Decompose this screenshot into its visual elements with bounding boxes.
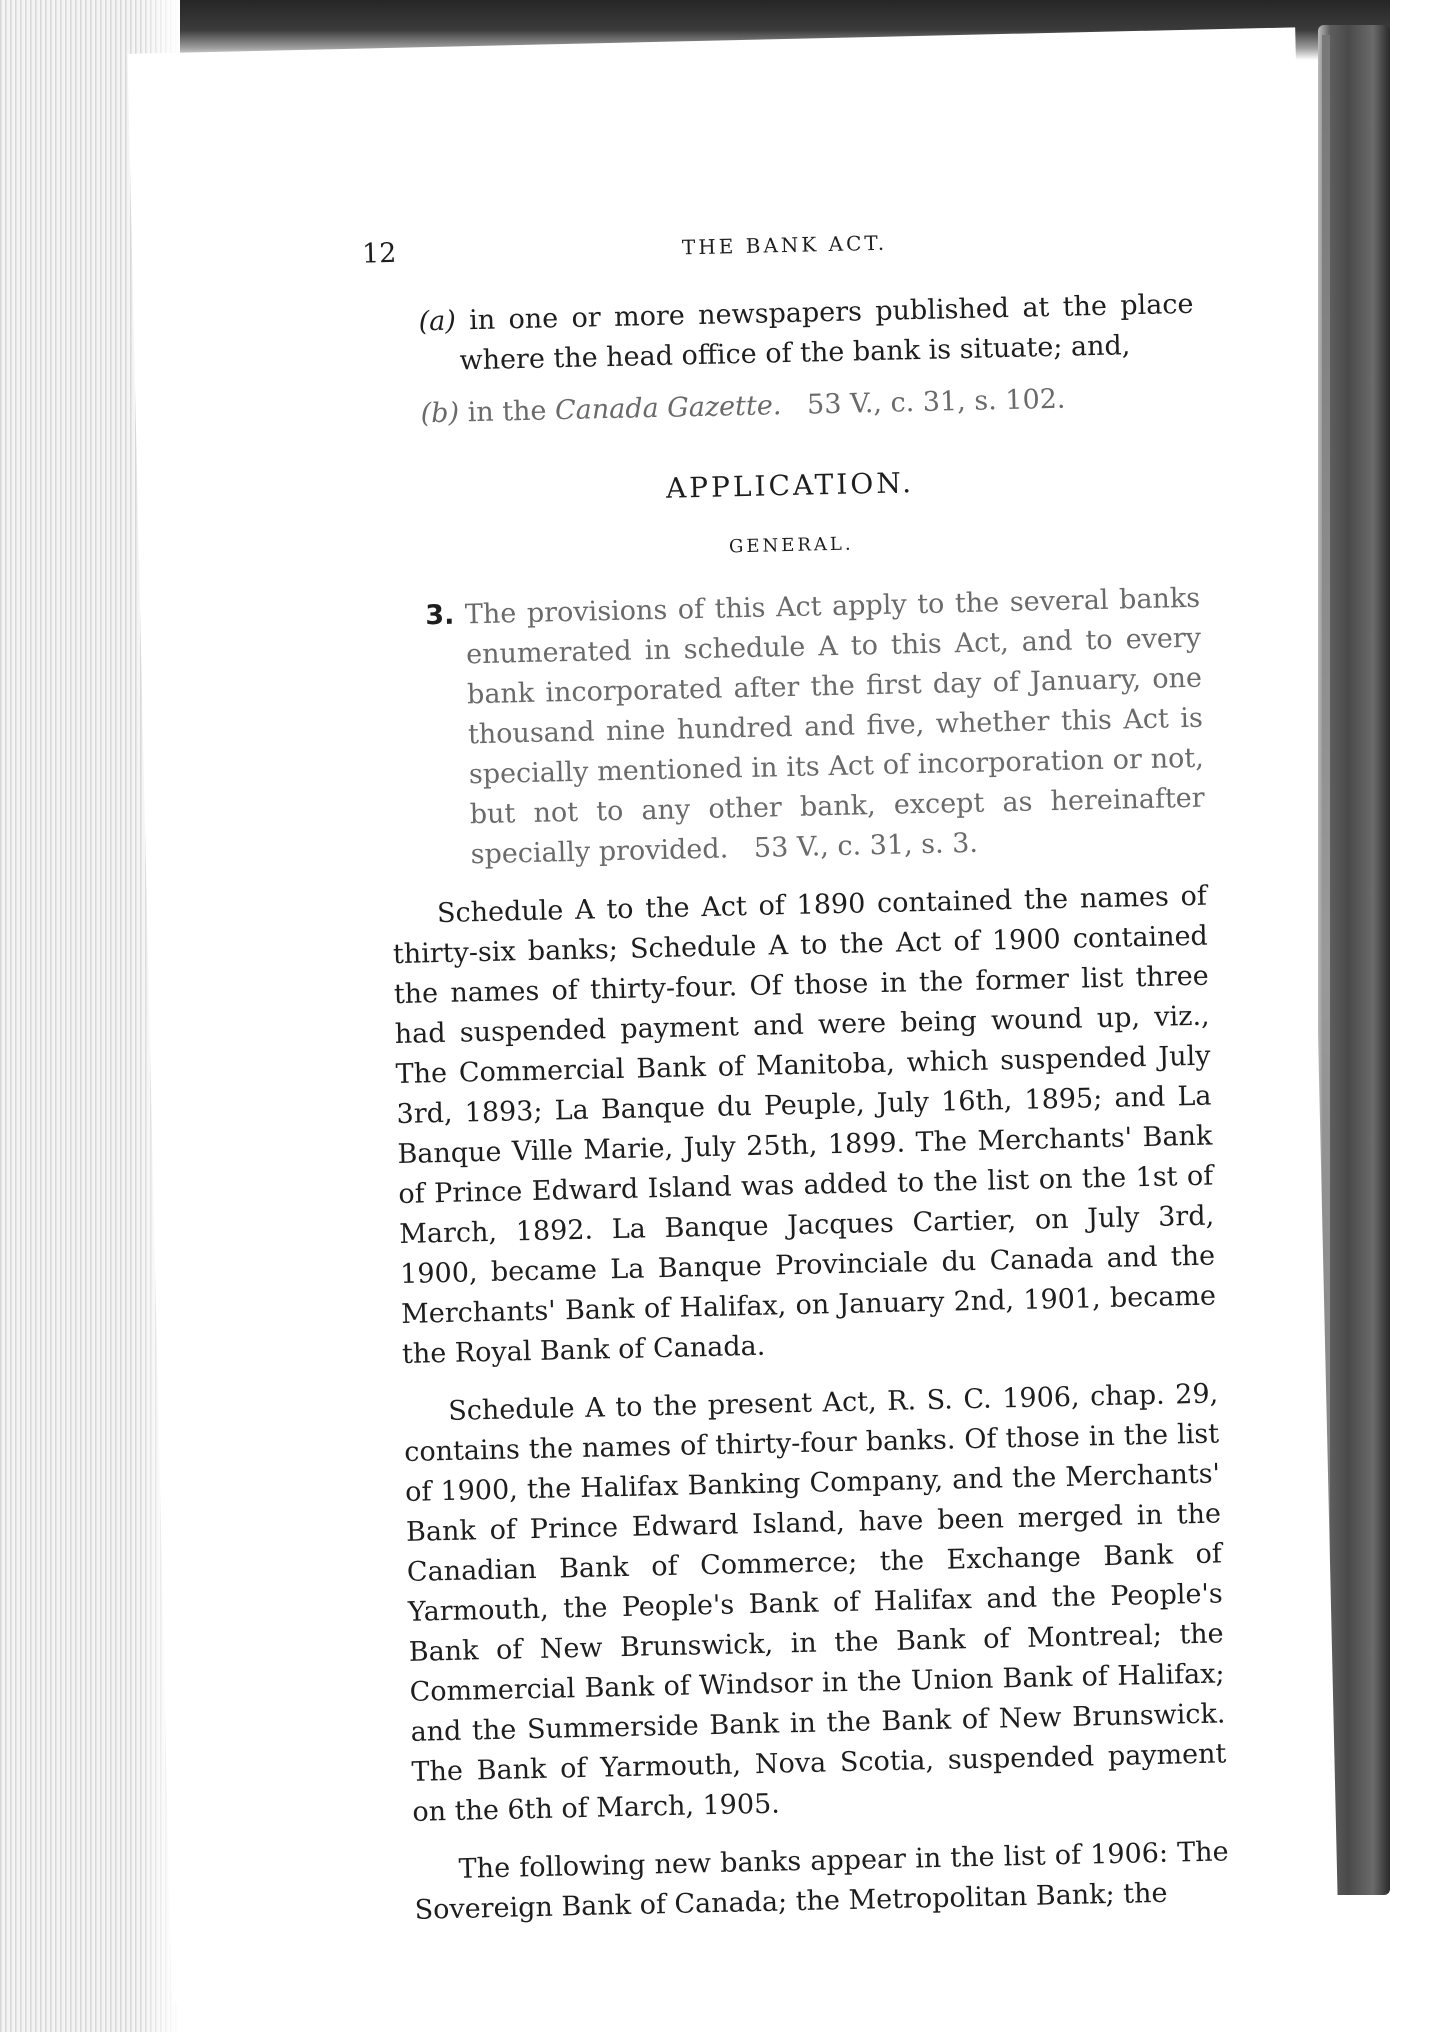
clause-b-prefix: in the xyxy=(467,395,547,429)
running-title: THE BANK ACT. xyxy=(681,230,888,260)
section-3 xyxy=(385,579,1206,877)
clause-a xyxy=(378,285,1195,383)
paragraph-2: Schedule A to the present Act, R. S. C. 1906, chap. 29, contains the names of thirty-four banks. Of those in the list of 1900, the Halifax Banking Company, and the Merchants' Bank of Prince Edward Island, have been merged in the Canadian Bank of Commerce; the Exchange Bank of Yarmouth, the People's Bank of Halifax and the People's Bank of New Brunswick, in the Bank of Montreal; the Commercial Bank of Windsor in the Union Bank of Halifax; and the Summerside Bank in the Bank of New Brunswick. The Bank of Yarmouth, Nova Scotia, suspended payment on the 6th of March, 1905. xyxy=(403,1378,1227,1828)
clause-b xyxy=(380,377,1196,435)
text-block xyxy=(378,285,1230,1949)
book-page xyxy=(127,27,1339,2003)
section-number: 3. xyxy=(424,599,455,632)
clause-b-gazette: Canada Gazette. xyxy=(554,390,782,427)
page-number: 12 xyxy=(361,237,397,270)
section-citation: 53 V., c. 31, s. 3. xyxy=(753,827,979,864)
paragraph-3: The following new banks appear in the list of 1906: The Sovereign Bank of Canada; the Metropolitan Bank; the xyxy=(414,1836,1229,1926)
right-margin xyxy=(1390,0,1440,2032)
subheading: GENERAL. xyxy=(728,533,854,558)
section-text: The provisions of this Act apply to the several banks enumerated in schedule A to this Act, and to every bank incorporated after the first day of January, one thousand nine hundred and five, whether this Act is specially mentioned in its Act of incorporation or not, but not to any other bank, except as hereinafter specially provided. xyxy=(464,582,1205,871)
clause-b-marker: (b) xyxy=(420,397,460,430)
paragraph-1: Schedule A to the Act of 1890 contained the names of thirty-six banks; Schedule A to the Act of 1900 contained the names of thirty-four. Of those in the former list three had suspended payment and were being wound up, viz., The Commercial Bank of Manitoba, which suspended July 3rd, 1893; La Banque du Peuple, July 16th, 1895; and La Banque Ville Marie, July 25th, 1899. The Merchants' Bank of Prince Edward Island was added to the list on the 1st of March, 1892. La Banque Jacques Cartier, on July 3rd, 1900, became La Banque Provinciale du Canada and the Merchants' Bank of Halifax, on January 2nd, 1901, became the Royal Bank of Canada. xyxy=(392,880,1217,1370)
section-heading: APPLICATION. xyxy=(665,466,915,505)
clause-a-marker: (a) xyxy=(418,305,457,338)
clause-a-text: in one or more newspapers published at the place where the head office of the bank is situate; and, xyxy=(459,288,1194,377)
running-head xyxy=(362,220,1163,278)
clause-b-citation: 53 V., c. 31, s. 102. xyxy=(806,383,1066,421)
